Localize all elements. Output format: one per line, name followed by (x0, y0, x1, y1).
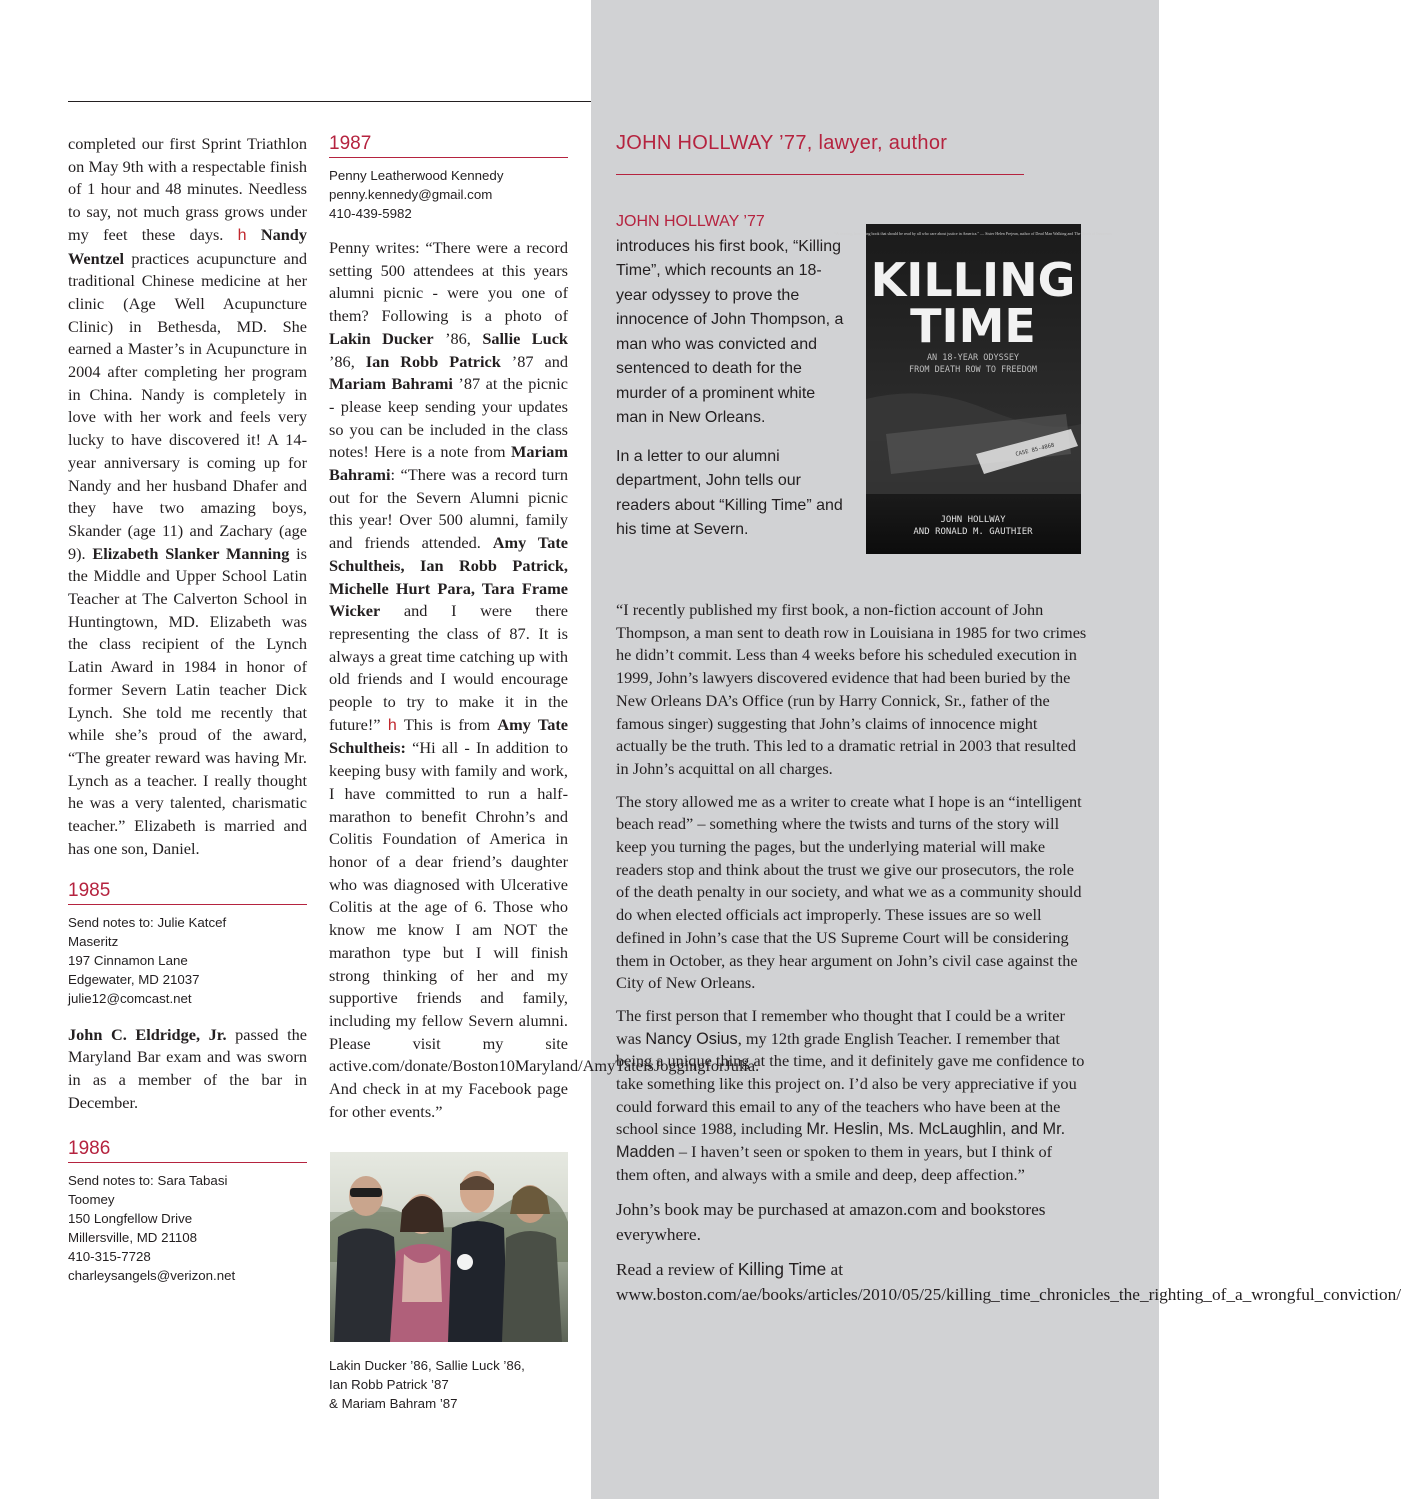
sidebar-paragraph-1: “I recently published my first book, a non-fiction account of John Thompson, a man sent to death row in Louisiana in 1985 for two crimes he didn’t commit. Less than 4 weeks before his scheduled execution in 1999, John’s lawyers discovered evidence that had been buried by the New Orleans DA’s Office (run by Harry Connick, Sr., father of the famous singer) suggesting that John’s claims of innocence might actually be the truth. This led to a dramatic retrial in 2003 that resulted in John’s acquittal on all charges. (616, 600, 1087, 778)
sidebar-paragraph-4: John’s book may be purchased at amazon.com and bookstores everywhere. (616, 1199, 1046, 1244)
review-link[interactable]: at www.boston.com/ae/books/articles/2010/05/25/killing_time_chronicles_the_righting_of_a_wrongful_conviction/ (616, 1259, 1401, 1304)
book-cover-image (834, 224, 1112, 554)
contact-line: Millersville, MD 21108 (68, 1230, 198, 1246)
column-left (68, 133, 307, 1297)
contact-1985 (68, 913, 307, 1008)
teacher-names: Mr. Heslin, Ms. McLaughlin, and Mr. Madden (616, 1120, 1066, 1162)
contact-phone: 410-439-5982 (329, 206, 412, 221)
name-amy: Amy Tate Schultheis: (329, 714, 568, 758)
contact-email[interactable]: penny.kennedy@gmail.com (329, 187, 493, 202)
year-heading-1986: 1986 (68, 1138, 307, 1163)
caption-line: & Mariam Bahram ’87 (329, 1396, 458, 1411)
contact-1987 (329, 166, 568, 223)
bullet-icon: h (237, 226, 247, 244)
sidebar-paragraph-2: The story allowed me as a writer to create what I hope is an “intelligent beach read” – something where the twists and turns of the story will keep you turning the pages, but the underlying material will make readers stop and think about the trust we give our prosecutors, the role of the death penalty in our society, and what we as a community should do when elected officials act improperly. These issues are so well defined in John’s case that the US Supreme Court will be considering them in October, as they hear argument on John’s civil case against the City of New Orleans. (616, 791, 1082, 993)
contact-line: Send notes to: Julie Katcef (68, 914, 227, 930)
contact-line: Penny Leatherwood Kennedy (329, 168, 504, 183)
contact-line: Toomey (68, 1192, 115, 1208)
book-cover (834, 224, 1112, 554)
name-elizabeth: Elizabeth Slanker Manning (92, 543, 290, 563)
contact-line: Send notes to: Sara Tabasi (68, 1173, 228, 1189)
sidebar-intro-text: introduces his first book, “Killing Time”, which recounts an 18-year odyssey to prove the innocence of John Thompson, a man who was convicted and sentenced to death for the murder of a prominent white man in New Orleans. (616, 237, 844, 426)
note-text: ’86, (433, 328, 483, 348)
note-text: passed the Maryland Bar exam and was sworn in as a member of the bar in December. (68, 1024, 307, 1112)
sidebar-paragraph-3 (616, 1005, 1088, 1187)
contact-1986 (68, 1171, 307, 1285)
note-text: practices acupuncture and traditional Chinese medicine at her clinic (Age Well Acupuncture Clinic) in Bethesda, MD. She earned a Master’s in Acupuncture in 2004 after completing her program in China. Nandy is completely in love with her work and feels very lucky to have discovered it! A 14-year anniversary is coming up for Nandy and her husband Dhafer and they have two amazing boys, Skander (age 11) and Zachary (age 9). (68, 248, 307, 563)
class-note-1984 (68, 133, 307, 861)
book-subtitle-line-2: FROM DEATH ROW TO FREEDOM (909, 365, 1037, 375)
book-title-inline: Killing Time (737, 1258, 827, 1279)
year-heading-1987: 1987 (329, 133, 568, 158)
sidebar-intro-text-2: In a letter to our alumni department, John tells our readers about “Killing Time” and his time at Severn. (616, 447, 843, 538)
note-text: Penny writes: “There were a record setting 500 attendees at this years alumni picnic - were you one of them? Following is a photo of (329, 238, 568, 326)
contact-line: Edgewater, MD 21037 (68, 971, 200, 987)
note-text: ’87 at the picnic - please keep sending your updates so you can be included in the class notes! Here is a note from (329, 374, 568, 462)
name-ian: Ian Robb Patrick (365, 351, 501, 371)
photo-caption (329, 1356, 569, 1413)
note-text: “Hi all - In addition to keeping busy with family and work, I have committed to run a half-marathon to benefit Chrohn’s and Colitis Foundation of America in honor of a dear friend’s daughter who was diagnosed with Ulcerative Colitis at the age of 6. Those who know me know I am NOT the marathon type but I will finish strong thinking of her and my supportive friends and family, including my fellow Severn alumni. Please visit my site active.com/donate/Boston10Maryland/AmyTateisJoggingforJulia. And check in at my Facebook page for other events.” (329, 738, 760, 1121)
name-mariam: Mariam Bahrami (329, 374, 453, 394)
sidebar-paragraph-5 (616, 1257, 1401, 1307)
book-title-line-2: TIME (910, 299, 1036, 353)
caption-line: Lakin Ducker ’86, Sallie Luck ’86, (329, 1358, 525, 1373)
note-text: and I were there representing the class of 87. It is always a great time catching up with old friends and I would encourage people to try to make it in the future!” (329, 601, 568, 734)
name-mariam: Mariam Bahrami (329, 442, 568, 485)
bullet-icon: h (387, 716, 397, 734)
group-photo-image (330, 1152, 568, 1342)
name-sallie: Sallie Luck (482, 328, 568, 348)
note-text: ’86, (329, 351, 366, 371)
note-text: completed our first Sprint Triathlon on May 9th with a respectable finish of 1 hour and 48 minutes. Needless to say, not much grass grows under my feet these days. (68, 134, 307, 244)
sidebar-title: JOHN HOLLWAY ’77, lawyer, author (616, 132, 948, 154)
paragraph-text: – I haven’t seen or spoken to them in years, but I think of them often, and always with a smile and deep, deep affection.” (616, 1142, 1053, 1184)
paragraph-text: The first person that I remember who thought that I could be a writer was (616, 1005, 1065, 1048)
class-note-1985 (68, 1024, 307, 1115)
caption-line: Ian Robb Patrick ’87 (329, 1377, 449, 1392)
group-photo (330, 1152, 568, 1342)
name-nandy: Nandy Wentzel (68, 224, 307, 268)
contact-email[interactable]: charleysangels@verizon.net (68, 1268, 236, 1284)
book-title-line-1: KILLING (870, 253, 1076, 307)
contact-line: 410-315-7728 (68, 1249, 151, 1265)
contact-email[interactable]: julie12@comcast.net (68, 990, 192, 1006)
name-john: John C. Eldridge, Jr. (68, 1024, 227, 1044)
book-author-line-1: JOHN HOLLWAY (940, 515, 1006, 525)
contact-line: Maseritz (68, 933, 119, 949)
contact-line: 197 Cinnamon Lane (68, 952, 188, 968)
sidebar-rule (616, 174, 1024, 175)
book-subtitle-line-1: AN 18-YEAR ODYSSEY (926, 353, 1020, 363)
top-rule (68, 101, 591, 102)
name-group: Amy Tate Schultheis, Ian Robb Patrick, Michelle Hurt Para, Tara Frame Wicker (329, 533, 569, 621)
note-text: This is from (396, 714, 498, 734)
paragraph-text: Read a review of (616, 1259, 738, 1279)
note-text: is the Middle and Upper School Latin Teacher at The Calverton School in Huntingtown, MD. Elizabeth was the class recipient of the Lynch Latin Award in 1984 in honor of former Severn Latin teacher Dick Lynch. She told me recently that while she’s proud of the award, “The greater reward was having Mr. Lynch as a teacher. I really thought he was a very talented, charismatic teacher.” Elizabeth is married and has one son, Daniel. (68, 543, 308, 858)
note-text: : “There was a record turn out for the Severn Alumni picnic this year! Over 500 alumni, family and friends attended. (329, 465, 568, 553)
teacher-name: Nancy Osius (645, 1029, 738, 1048)
book-case-tag: CASE 85-4868 (1015, 442, 1056, 458)
sidebar-body (616, 599, 1401, 1317)
note-text: ’87 and (500, 351, 568, 371)
year-heading-1985: 1985 (68, 880, 307, 905)
paragraph-text: , my 12th grade English Teacher. I remember that being a unique thing at the time, and it definitely gave me confidence to take something like this project on. I’d also be very appreciative if you could forward this email to any of the teachers who have been at the school since 1988, including (616, 1028, 1085, 1139)
contact-line: 150 Longfellow Drive (68, 1211, 193, 1227)
sidebar-intro (616, 210, 848, 543)
book-author-line-2: AND RONALD M. GAUTHIER (913, 527, 1033, 537)
name-lakin: Lakin Ducker (329, 328, 434, 348)
sidebar-kicker: JOHN HOLLWAY ’77 (616, 213, 765, 230)
book-blurb: “A riveting, harrowing book that should be read by all who care about justice in America.” — Sister Helen Prejean, author of Dead Man Walking and The Death of Innocents (834, 231, 1112, 236)
